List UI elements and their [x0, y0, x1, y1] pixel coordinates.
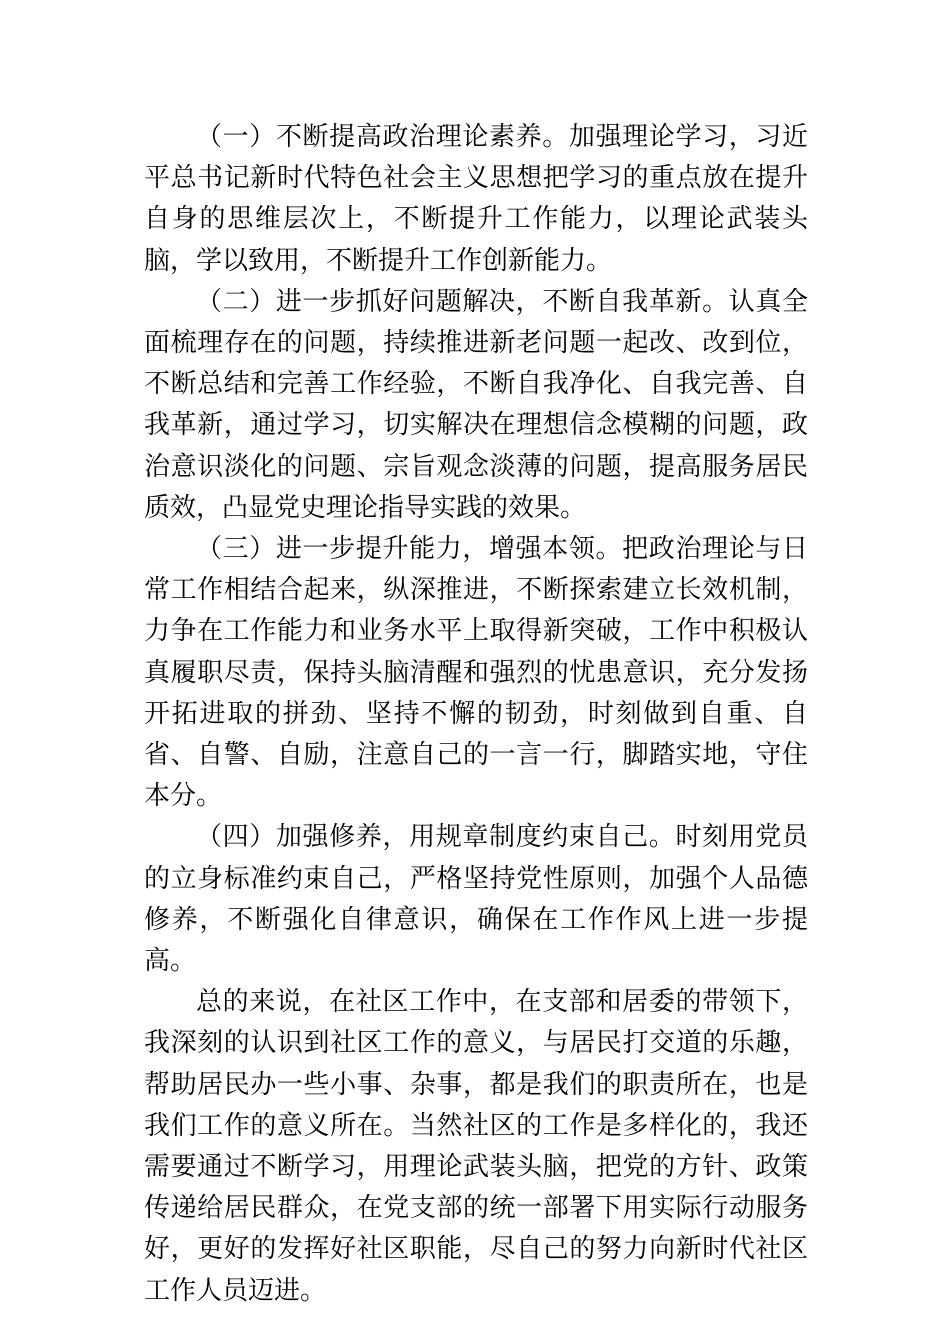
- paragraph-two-highlighted-term: 居民: [755, 451, 808, 482]
- paragraph-two: [144, 282, 808, 529]
- paragraph-two-text-after: 质效，凸显党史理论指导实践的效果。: [144, 492, 587, 523]
- document-body: [144, 117, 808, 1312]
- paragraph-four: （四）加强修养，用规章制度约束自己。时刻用党员的立身标准约束自己，严格坚持党性原则，加强个人品德修养，不断强化自律意识，确保在工作作风上进一步提高。: [144, 822, 808, 977]
- paragraph-one: （一）不断提高政治理论素养。加强理论学习，习近平总书记新时代特色社会主义思想把学习的重点放在提升自身的思维层次上，不断提升工作能力，以理论武装头脑，学以致用，不断提升工作创新能力。: [144, 122, 808, 276]
- paragraph-summary: 总的来说，在社区工作中，在支部和居委的带领下，我深刻的认识到社区工作的意义，与居民打交道的乐趣，帮助居民办一些小事、杂事，都是我们的职责所在，也是我们工作的意义所在。当然社区的工作是多样化的，我还需要通过不断学习，用理论武装头脑，把党的方针、政策传递给居民群众，在党支部的统一部署下用实际行动服务好，更好的发挥好社区职能，尽自己的努力向新时代社区工作人员迈进。: [144, 987, 808, 1306]
- paragraph-two-text-before: （二）进一步抓好问题解决，不断自我革新。认真全面梳理存在的问题，持续推进新老问题一起改、改到位，不断总结和完善工作经验，不断自我净化、自我完善、自我革新，通过学习，切实解决在理想信念模糊的问题，政治意识淡化的问题、宗旨观念淡薄的问题，提高服务: [144, 286, 808, 482]
- paragraph-three: （三）进一步提升能力，增强本领。把政治理论与日常工作相结合起来，纵深推进，不断探索建立长效机制，力争在工作能力和业务水平上取得新突破，工作中积极认真履职尽责，保持头脑清醒和强烈的忧患意识，充分发扬开拓进取的拼劲、坚持不懈的韧劲，时刻做到自重、自省、自警、自励，注意自己的一言一行，脚踏实地，守住本分。: [144, 534, 808, 812]
